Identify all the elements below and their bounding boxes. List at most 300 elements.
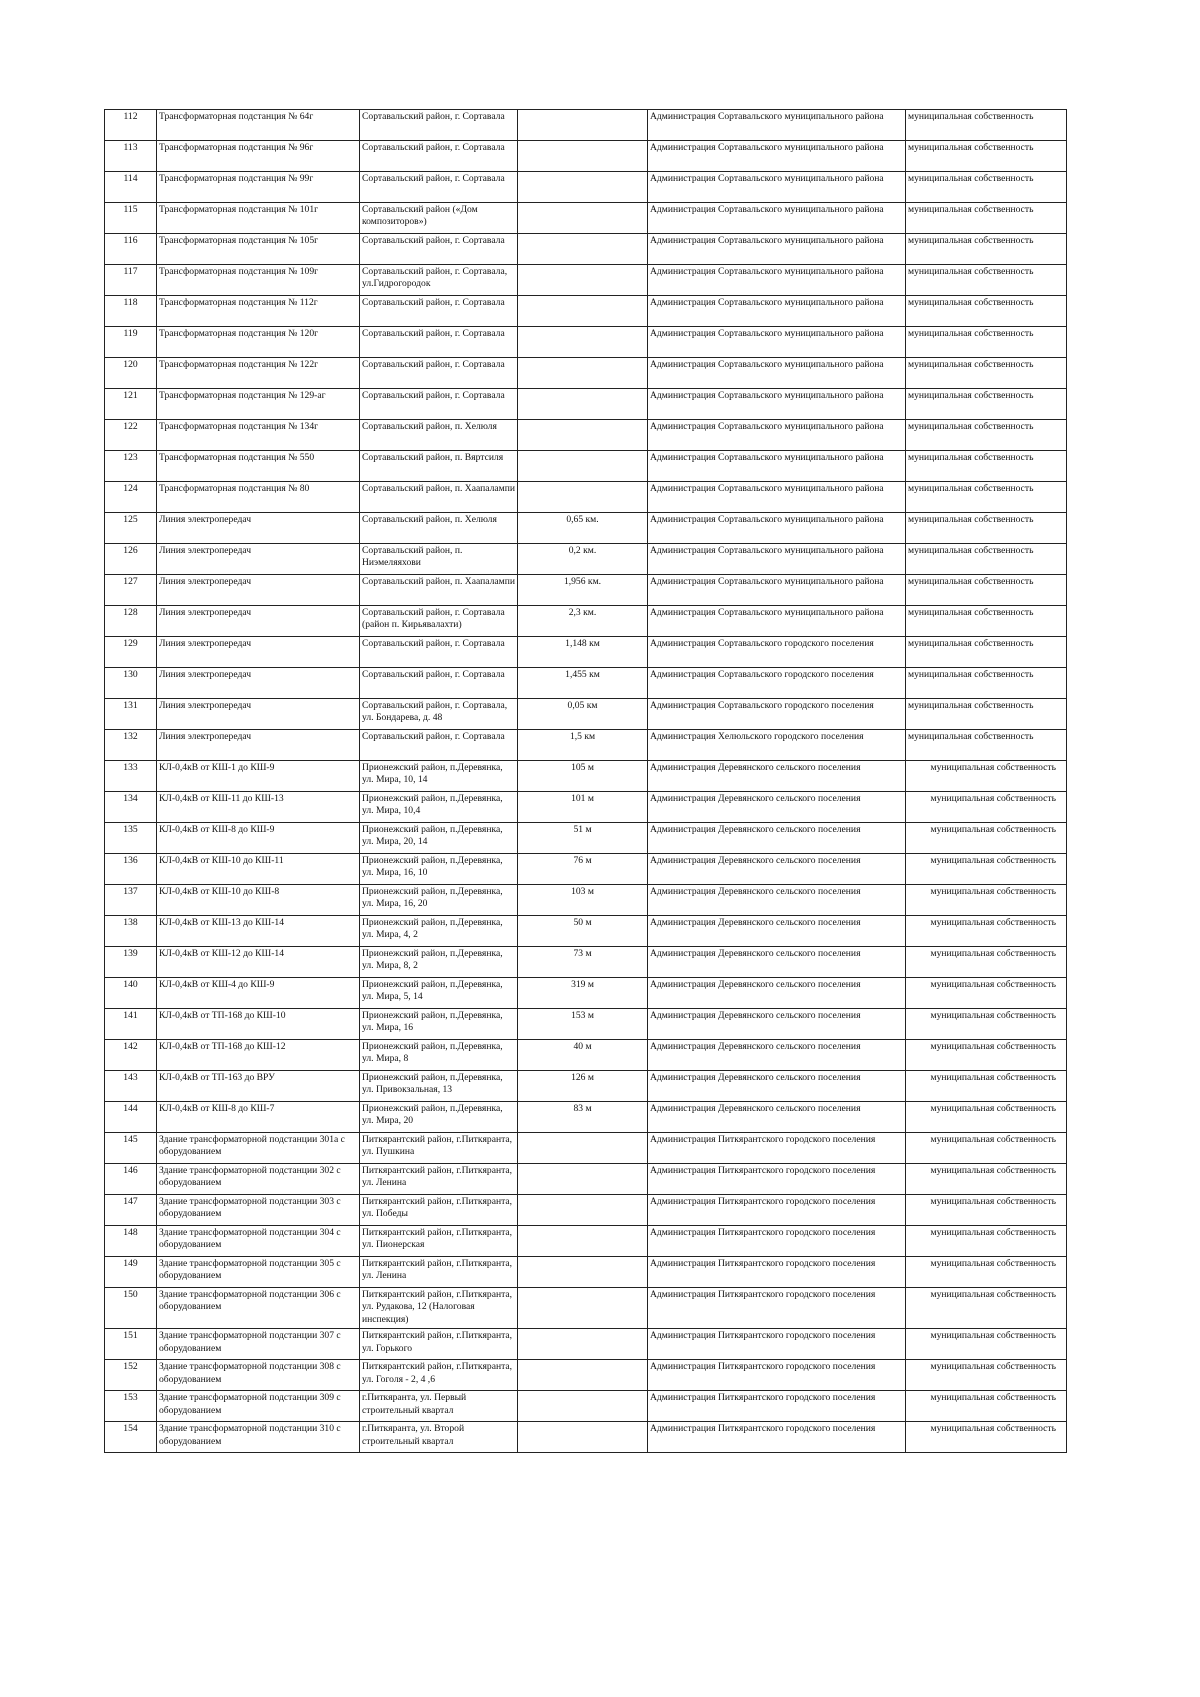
table-row bbox=[105, 265, 1067, 296]
rights-holder: Администрация Деревянского сельского поселения bbox=[648, 885, 906, 916]
object-address: г.Питкяранта, ул. Второй строительный квартал bbox=[360, 1422, 518, 1453]
table-row bbox=[105, 1133, 1067, 1164]
object-length bbox=[518, 1391, 648, 1422]
table-row bbox=[105, 1040, 1067, 1071]
object-length bbox=[518, 265, 648, 296]
object-length: 0,05 км bbox=[518, 699, 648, 730]
object-address: Сортавальский район, г. Сортавала, ул. Бондарева, д. 48 bbox=[360, 699, 518, 730]
table-row bbox=[105, 606, 1067, 637]
object-name: КЛ-0,4кВ от КШ-10 до КШ-8 bbox=[157, 885, 360, 916]
object-address: Прионежский район, п.Деревянка, ул. Мира, 8, 2 bbox=[360, 947, 518, 978]
row-number: 113 bbox=[105, 141, 157, 172]
object-name: Здание трансформаторной подстанции 308 с оборудованием bbox=[157, 1360, 360, 1391]
rights-holder: Администрация Сортавальского муниципального района bbox=[648, 513, 906, 544]
object-length: 51 м bbox=[518, 823, 648, 854]
ownership-type: муниципальная собственность bbox=[906, 1360, 1067, 1391]
ownership-type: муниципальная собственность bbox=[906, 637, 1067, 668]
ownership-type: муниципальная собственность bbox=[906, 1133, 1067, 1164]
object-name: Трансформаторная подстанция № 101г bbox=[157, 203, 360, 234]
object-address: Сортавальский район, п. Вяртсиля bbox=[360, 451, 518, 482]
ownership-type: муниципальная собственность bbox=[906, 1422, 1067, 1453]
table-row bbox=[105, 1329, 1067, 1360]
table-row bbox=[105, 1009, 1067, 1040]
object-name: Линия электропередач bbox=[157, 606, 360, 637]
rights-holder: Администрация Питкярантского городского поселения bbox=[648, 1422, 906, 1453]
table-row bbox=[105, 1226, 1067, 1257]
rights-holder: Администрация Питкярантского городского поселения bbox=[648, 1164, 906, 1195]
row-number: 148 bbox=[105, 1226, 157, 1257]
row-number: 146 bbox=[105, 1164, 157, 1195]
object-length: 40 м bbox=[518, 1040, 648, 1071]
ownership-type: муниципальная собственность bbox=[906, 606, 1067, 637]
object-name: Здание трансформаторной подстанции 307 с оборудованием bbox=[157, 1329, 360, 1360]
object-length: 1,5 км bbox=[518, 730, 648, 761]
object-length bbox=[518, 1226, 648, 1257]
object-length: 153 м bbox=[518, 1009, 648, 1040]
rights-holder: Администрация Деревянского сельского поселения bbox=[648, 823, 906, 854]
object-address: Сортавальский район, г. Сортавала bbox=[360, 668, 518, 699]
table-row bbox=[105, 141, 1067, 172]
ownership-type: муниципальная собственность bbox=[906, 296, 1067, 327]
ownership-type: муниципальная собственность bbox=[906, 1226, 1067, 1257]
object-address: Сортавальский район, г. Сортавала bbox=[360, 730, 518, 761]
object-name: Линия электропередач bbox=[157, 544, 360, 575]
table-row bbox=[105, 1164, 1067, 1195]
ownership-type: муниципальная собственность bbox=[906, 1257, 1067, 1288]
row-number: 136 bbox=[105, 854, 157, 885]
ownership-type: муниципальная собственность bbox=[906, 730, 1067, 761]
object-name: КЛ-0,4кВ от КШ-8 до КШ-9 bbox=[157, 823, 360, 854]
ownership-type: муниципальная собственность bbox=[906, 823, 1067, 854]
object-length bbox=[518, 358, 648, 389]
ownership-type: муниципальная собственность bbox=[906, 1164, 1067, 1195]
rights-holder: Администрация Хелюльского городского поселения bbox=[648, 730, 906, 761]
object-name: КЛ-0,4кВ от КШ-12 до КШ-14 bbox=[157, 947, 360, 978]
object-address: Прионежский район, п.Деревянка, ул. Мира, 10,4 bbox=[360, 792, 518, 823]
object-address: Сортавальский район, г. Сортавала bbox=[360, 110, 518, 141]
object-name: Трансформаторная подстанция № 550 bbox=[157, 451, 360, 482]
rights-holder: Администрация Деревянского сельского поселения bbox=[648, 1102, 906, 1133]
object-name: Линия электропередач bbox=[157, 668, 360, 699]
object-length bbox=[518, 1360, 648, 1391]
object-name: Трансформаторная подстанция № 80 bbox=[157, 482, 360, 513]
ownership-type: муниципальная собственность bbox=[906, 885, 1067, 916]
object-address: Сортавальский район, г. Сортавала bbox=[360, 637, 518, 668]
row-number: 123 bbox=[105, 451, 157, 482]
row-number: 119 bbox=[105, 327, 157, 358]
object-length bbox=[518, 1422, 648, 1453]
object-address: г.Питкяранта, ул. Первый строительный квартал bbox=[360, 1391, 518, 1422]
table-row bbox=[105, 575, 1067, 606]
row-number: 143 bbox=[105, 1071, 157, 1102]
rights-holder: Администрация Сортавальского городского поселения bbox=[648, 637, 906, 668]
row-number: 121 bbox=[105, 389, 157, 420]
ownership-type: муниципальная собственность bbox=[906, 327, 1067, 358]
object-length bbox=[518, 1195, 648, 1226]
row-number: 122 bbox=[105, 420, 157, 451]
rights-holder: Администрация Деревянского сельского поселения bbox=[648, 916, 906, 947]
object-name: Здание трансформаторной подстанции 301а с оборудованием bbox=[157, 1133, 360, 1164]
table-row bbox=[105, 1071, 1067, 1102]
row-number: 145 bbox=[105, 1133, 157, 1164]
object-length: 1,148 км bbox=[518, 637, 648, 668]
object-length: 0,65 км. bbox=[518, 513, 648, 544]
object-length: 1,455 км bbox=[518, 668, 648, 699]
object-name: Трансформаторная подстанция № 112г bbox=[157, 296, 360, 327]
object-address: Сортавальский район («Дом композиторов») bbox=[360, 203, 518, 234]
ownership-type: муниципальная собственность bbox=[906, 482, 1067, 513]
row-number: 154 bbox=[105, 1422, 157, 1453]
ownership-type: муниципальная собственность bbox=[906, 513, 1067, 544]
row-number: 153 bbox=[105, 1391, 157, 1422]
rights-holder: Администрация Сортавальского муниципального района bbox=[648, 265, 906, 296]
rights-holder: Администрация Питкярантского городского поселения bbox=[648, 1133, 906, 1164]
object-length: 101 м bbox=[518, 792, 648, 823]
rights-holder: Администрация Сортавальского городского поселения bbox=[648, 668, 906, 699]
rights-holder: Администрация Сортавальского муниципального района bbox=[648, 482, 906, 513]
object-address: Питкярантский район, г.Питкяранта, ул. Ленина bbox=[360, 1257, 518, 1288]
table-row bbox=[105, 234, 1067, 265]
object-address: Сортавальский район, г. Сортавала, ул.Гидрогородок bbox=[360, 265, 518, 296]
object-name: Трансформаторная подстанция № 96г bbox=[157, 141, 360, 172]
object-length bbox=[518, 172, 648, 203]
row-number: 134 bbox=[105, 792, 157, 823]
row-number: 128 bbox=[105, 606, 157, 637]
object-length bbox=[518, 1288, 648, 1329]
rights-holder: Администрация Сортавальского муниципального района bbox=[648, 172, 906, 203]
ownership-type: муниципальная собственность bbox=[906, 203, 1067, 234]
table-row bbox=[105, 110, 1067, 141]
object-address: Сортавальский район, г. Сортавала bbox=[360, 296, 518, 327]
ownership-type: муниципальная собственность bbox=[906, 110, 1067, 141]
rights-holder: Администрация Сортавальского муниципального района bbox=[648, 110, 906, 141]
table-row bbox=[105, 761, 1067, 792]
object-length bbox=[518, 203, 648, 234]
row-number: 112 bbox=[105, 110, 157, 141]
table-row bbox=[105, 916, 1067, 947]
rights-holder: Администрация Питкярантского городского поселения bbox=[648, 1360, 906, 1391]
object-length: 50 м bbox=[518, 916, 648, 947]
object-name: Линия электропередач bbox=[157, 513, 360, 544]
object-name: КЛ-0,4кВ от ТП-168 до КШ-10 bbox=[157, 1009, 360, 1040]
row-number: 142 bbox=[105, 1040, 157, 1071]
row-number: 144 bbox=[105, 1102, 157, 1133]
object-name: Трансформаторная подстанция № 105г bbox=[157, 234, 360, 265]
ownership-type: муниципальная собственность bbox=[906, 1009, 1067, 1040]
object-length: 76 м bbox=[518, 854, 648, 885]
table-row bbox=[105, 389, 1067, 420]
object-name: Трансформаторная подстанция № 134г bbox=[157, 420, 360, 451]
rights-holder: Администрация Деревянского сельского поселения bbox=[648, 1009, 906, 1040]
table-row bbox=[105, 699, 1067, 730]
table-row bbox=[105, 1391, 1067, 1422]
row-number: 129 bbox=[105, 637, 157, 668]
object-length bbox=[518, 482, 648, 513]
row-number: 116 bbox=[105, 234, 157, 265]
rights-holder: Администрация Сортавальского муниципального района bbox=[648, 234, 906, 265]
object-length: 83 м bbox=[518, 1102, 648, 1133]
table-row bbox=[105, 296, 1067, 327]
ownership-type: муниципальная собственность bbox=[906, 575, 1067, 606]
ownership-type: муниципальная собственность bbox=[906, 234, 1067, 265]
ownership-type: муниципальная собственность bbox=[906, 451, 1067, 482]
table-row bbox=[105, 823, 1067, 854]
object-name: Трансформаторная подстанция № 64г bbox=[157, 110, 360, 141]
table-row bbox=[105, 327, 1067, 358]
row-number: 131 bbox=[105, 699, 157, 730]
row-number: 141 bbox=[105, 1009, 157, 1040]
row-number: 147 bbox=[105, 1195, 157, 1226]
ownership-type: муниципальная собственность bbox=[906, 1195, 1067, 1226]
object-address: Сортавальский район, п. Хелюля bbox=[360, 420, 518, 451]
object-name: Трансформаторная подстанция № 120г bbox=[157, 327, 360, 358]
row-number: 137 bbox=[105, 885, 157, 916]
object-name: Трансформаторная подстанция № 109г bbox=[157, 265, 360, 296]
object-length bbox=[518, 1133, 648, 1164]
object-name: КЛ-0,4кВ от КШ-8 до КШ-7 bbox=[157, 1102, 360, 1133]
object-address: Сортавальский район, п. Ниэмеляяхови bbox=[360, 544, 518, 575]
ownership-type: муниципальная собственность bbox=[906, 1102, 1067, 1133]
object-address: Сортавальский район, г. Сортавала bbox=[360, 327, 518, 358]
object-length bbox=[518, 141, 648, 172]
table-row bbox=[105, 885, 1067, 916]
row-number: 115 bbox=[105, 203, 157, 234]
object-address: Прионежский район, п.Деревянка, ул. Мира, 5, 14 bbox=[360, 978, 518, 1009]
table-row bbox=[105, 513, 1067, 544]
rights-holder: Администрация Деревянского сельского поселения bbox=[648, 1040, 906, 1071]
object-name: Трансформаторная подстанция № 99г bbox=[157, 172, 360, 203]
rights-holder: Администрация Деревянского сельского поселения bbox=[648, 854, 906, 885]
table-row bbox=[105, 730, 1067, 761]
object-address: Питкярантский район, г.Питкяранта, ул. Победы bbox=[360, 1195, 518, 1226]
rights-holder: Администрация Сортавальского муниципального района bbox=[648, 389, 906, 420]
object-address: Прионежский район, п.Деревянка, ул. Мира, 16, 20 bbox=[360, 885, 518, 916]
object-name: Здание трансформаторной подстанции 309 с оборудованием bbox=[157, 1391, 360, 1422]
row-number: 151 bbox=[105, 1329, 157, 1360]
object-length bbox=[518, 1164, 648, 1195]
table-row bbox=[105, 358, 1067, 389]
row-number: 124 bbox=[105, 482, 157, 513]
ownership-type: муниципальная собственность bbox=[906, 389, 1067, 420]
object-address: Питкярантский район, г.Питкяранта, ул. Пушкина bbox=[360, 1133, 518, 1164]
rights-holder: Администрация Деревянского сельского поселения bbox=[648, 978, 906, 1009]
table-row bbox=[105, 1257, 1067, 1288]
rights-holder: Администрация Сортавальского муниципального района bbox=[648, 296, 906, 327]
table-row bbox=[105, 1360, 1067, 1391]
row-number: 118 bbox=[105, 296, 157, 327]
object-length bbox=[518, 234, 648, 265]
ownership-type: муниципальная собственность bbox=[906, 172, 1067, 203]
table-row bbox=[105, 1422, 1067, 1453]
row-number: 130 bbox=[105, 668, 157, 699]
object-length: 105 м bbox=[518, 761, 648, 792]
object-address: Питкярантский район, г.Питкяранта, ул. Ленина bbox=[360, 1164, 518, 1195]
ownership-type: муниципальная собственность bbox=[906, 1391, 1067, 1422]
object-address: Сортавальский район, г. Сортавала bbox=[360, 389, 518, 420]
object-name: КЛ-0,4кВ от КШ-1 до КШ-9 bbox=[157, 761, 360, 792]
row-number: 117 bbox=[105, 265, 157, 296]
object-name: КЛ-0,4кВ от КШ-13 до КШ-14 bbox=[157, 916, 360, 947]
ownership-type: муниципальная собственность bbox=[906, 699, 1067, 730]
row-number: 138 bbox=[105, 916, 157, 947]
rights-holder: Администрация Питкярантского городского поселения bbox=[648, 1288, 906, 1329]
row-number: 135 bbox=[105, 823, 157, 854]
ownership-type: муниципальная собственность bbox=[906, 947, 1067, 978]
object-address: Прионежский район, п.Деревянка, ул. Мира, 4, 2 bbox=[360, 916, 518, 947]
object-address: Прионежский район, п.Деревянка, ул. Мира, 10, 14 bbox=[360, 761, 518, 792]
table-row bbox=[105, 451, 1067, 482]
object-length bbox=[518, 451, 648, 482]
object-length: 2,3 км. bbox=[518, 606, 648, 637]
ownership-type: муниципальная собственность bbox=[906, 761, 1067, 792]
object-length bbox=[518, 389, 648, 420]
property-register-sheet bbox=[104, 109, 1066, 1453]
object-name: Здание трансформаторной подстанции 304 с оборудованием bbox=[157, 1226, 360, 1257]
ownership-type: муниципальная собственность bbox=[906, 420, 1067, 451]
ownership-type: муниципальная собственность bbox=[906, 1288, 1067, 1329]
ownership-type: муниципальная собственность bbox=[906, 265, 1067, 296]
rights-holder: Администрация Деревянского сельского поселения bbox=[648, 792, 906, 823]
object-name: Здание трансформаторной подстанции 306 с оборудованием bbox=[157, 1288, 360, 1329]
object-address: Питкярантский район, г.Питкяранта, ул. Рудакова, 12 (Налоговая инспекция) bbox=[360, 1288, 518, 1329]
rights-holder: Администрация Питкярантского городского поселения bbox=[648, 1391, 906, 1422]
ownership-type: муниципальная собственность bbox=[906, 1329, 1067, 1360]
rights-holder: Администрация Сортавальского муниципального района bbox=[648, 606, 906, 637]
row-number: 150 bbox=[105, 1288, 157, 1329]
rights-holder: Администрация Сортавальского муниципального района bbox=[648, 203, 906, 234]
rights-holder: Администрация Деревянского сельского поселения bbox=[648, 761, 906, 792]
object-length: 1,956 км. bbox=[518, 575, 648, 606]
object-name: Линия электропередач bbox=[157, 699, 360, 730]
object-length: 103 м bbox=[518, 885, 648, 916]
table-row bbox=[105, 947, 1067, 978]
object-length bbox=[518, 1257, 648, 1288]
table-row bbox=[105, 668, 1067, 699]
object-name: Здание трансформаторной подстанции 302 с оборудованием bbox=[157, 1164, 360, 1195]
row-number: 127 bbox=[105, 575, 157, 606]
rights-holder: Администрация Сортавальского муниципального района bbox=[648, 420, 906, 451]
object-address: Сортавальский район, г. Сортавала bbox=[360, 234, 518, 265]
ownership-type: муниципальная собственность bbox=[906, 1071, 1067, 1102]
rights-holder: Администрация Сортавальского муниципального района bbox=[648, 141, 906, 172]
object-address: Сортавальский район, п. Хаапалампи bbox=[360, 482, 518, 513]
object-address: Прионежский район, п.Деревянка, ул. Мира, 16, 10 bbox=[360, 854, 518, 885]
object-length bbox=[518, 327, 648, 358]
row-number: 114 bbox=[105, 172, 157, 203]
object-length: 73 м bbox=[518, 947, 648, 978]
ownership-type: муниципальная собственность bbox=[906, 544, 1067, 575]
ownership-type: муниципальная собственность bbox=[906, 792, 1067, 823]
table-row bbox=[105, 203, 1067, 234]
rights-holder: Администрация Сортавальского городского поселения bbox=[648, 699, 906, 730]
object-name: КЛ-0,4кВ от ТП-168 до КШ-12 bbox=[157, 1040, 360, 1071]
object-name: Линия электропередач bbox=[157, 637, 360, 668]
object-address: Питкярантский район, г.Питкяранта, ул. Гоголя - 2, 4 ,6 bbox=[360, 1360, 518, 1391]
object-name: КЛ-0,4кВ от КШ-10 до КШ-11 bbox=[157, 854, 360, 885]
row-number: 139 bbox=[105, 947, 157, 978]
row-number: 132 bbox=[105, 730, 157, 761]
rights-holder: Администрация Питкярантского городского поселения bbox=[648, 1329, 906, 1360]
object-address: Прионежский район, п.Деревянка, ул. Мира, 20 bbox=[360, 1102, 518, 1133]
object-name: КЛ-0,4кВ от ТП-163 до ВРУ bbox=[157, 1071, 360, 1102]
row-number: 120 bbox=[105, 358, 157, 389]
row-number: 133 bbox=[105, 761, 157, 792]
object-address: Прионежский район, п.Деревянка, ул. Привокзальная, 13 bbox=[360, 1071, 518, 1102]
property-register-table bbox=[104, 109, 1067, 1453]
object-address: Сортавальский район, г. Сортавала bbox=[360, 141, 518, 172]
object-length bbox=[518, 110, 648, 141]
object-length: 0,2 км. bbox=[518, 544, 648, 575]
ownership-type: муниципальная собственность bbox=[906, 358, 1067, 389]
ownership-type: муниципальная собственность bbox=[906, 916, 1067, 947]
object-name: Линия электропередач bbox=[157, 730, 360, 761]
rights-holder: Администрация Питкярантского городского поселения bbox=[648, 1257, 906, 1288]
rights-holder: Администрация Деревянского сельского поселения bbox=[648, 1071, 906, 1102]
table-row bbox=[105, 482, 1067, 513]
table-body bbox=[105, 110, 1067, 1453]
table-row bbox=[105, 637, 1067, 668]
row-number: 125 bbox=[105, 513, 157, 544]
object-address: Сортавальский район, г. Сортавала (район п. Кирьявалахти) bbox=[360, 606, 518, 637]
object-address: Сортавальский район, г. Сортавала bbox=[360, 172, 518, 203]
object-length: 319 м bbox=[518, 978, 648, 1009]
table-row bbox=[105, 172, 1067, 203]
row-number: 126 bbox=[105, 544, 157, 575]
table-row bbox=[105, 544, 1067, 575]
object-address: Сортавальский район, п. Хелюля bbox=[360, 513, 518, 544]
rights-holder: Администрация Сортавальского муниципального района bbox=[648, 327, 906, 358]
rights-holder: Администрация Деревянского сельского поселения bbox=[648, 947, 906, 978]
ownership-type: муниципальная собственность bbox=[906, 854, 1067, 885]
rights-holder: Администрация Питкярантского городского поселения bbox=[648, 1195, 906, 1226]
ownership-type: муниципальная собственность bbox=[906, 141, 1067, 172]
ownership-type: муниципальная собственность bbox=[906, 978, 1067, 1009]
object-name: КЛ-0,4кВ от КШ-11 до КШ-13 bbox=[157, 792, 360, 823]
row-number: 149 bbox=[105, 1257, 157, 1288]
object-address: Питкярантский район, г.Питкяранта, ул. Горького bbox=[360, 1329, 518, 1360]
ownership-type: муниципальная собственность bbox=[906, 668, 1067, 699]
ownership-type: муниципальная собственность bbox=[906, 1040, 1067, 1071]
object-length bbox=[518, 296, 648, 327]
row-number: 152 bbox=[105, 1360, 157, 1391]
object-address: Сортавальский район, п. Хаапалампи bbox=[360, 575, 518, 606]
rights-holder: Администрация Сортавальского муниципального района bbox=[648, 451, 906, 482]
rights-holder: Администрация Питкярантского городского поселения bbox=[648, 1226, 906, 1257]
rights-holder: Администрация Сортавальского муниципального района bbox=[648, 575, 906, 606]
object-address: Сортавальский район, г. Сортавала bbox=[360, 358, 518, 389]
object-name: Здание трансформаторной подстанции 303 с оборудованием bbox=[157, 1195, 360, 1226]
object-address: Прионежский район, п.Деревянка, ул. Мира, 16 bbox=[360, 1009, 518, 1040]
object-length bbox=[518, 1329, 648, 1360]
object-name: Линия электропередач bbox=[157, 575, 360, 606]
object-name: Трансформаторная подстанция № 122г bbox=[157, 358, 360, 389]
object-address: Прионежский район, п.Деревянка, ул. Мира, 20, 14 bbox=[360, 823, 518, 854]
table-row bbox=[105, 792, 1067, 823]
object-address: Прионежский район, п.Деревянка, ул. Мира, 8 bbox=[360, 1040, 518, 1071]
object-length bbox=[518, 420, 648, 451]
rights-holder: Администрация Сортавальского муниципального района bbox=[648, 544, 906, 575]
object-name: КЛ-0,4кВ от КШ-4 до КШ-9 bbox=[157, 978, 360, 1009]
table-row bbox=[105, 1288, 1067, 1329]
table-row bbox=[105, 420, 1067, 451]
object-name: Трансформаторная подстанция № 129-аг bbox=[157, 389, 360, 420]
object-address: Питкярантский район, г.Питкяранта, ул. Пионерская bbox=[360, 1226, 518, 1257]
table-row bbox=[105, 1195, 1067, 1226]
object-name: Здание трансформаторной подстанции 305 с оборудованием bbox=[157, 1257, 360, 1288]
table-row bbox=[105, 1102, 1067, 1133]
table-row bbox=[105, 854, 1067, 885]
table-row bbox=[105, 978, 1067, 1009]
